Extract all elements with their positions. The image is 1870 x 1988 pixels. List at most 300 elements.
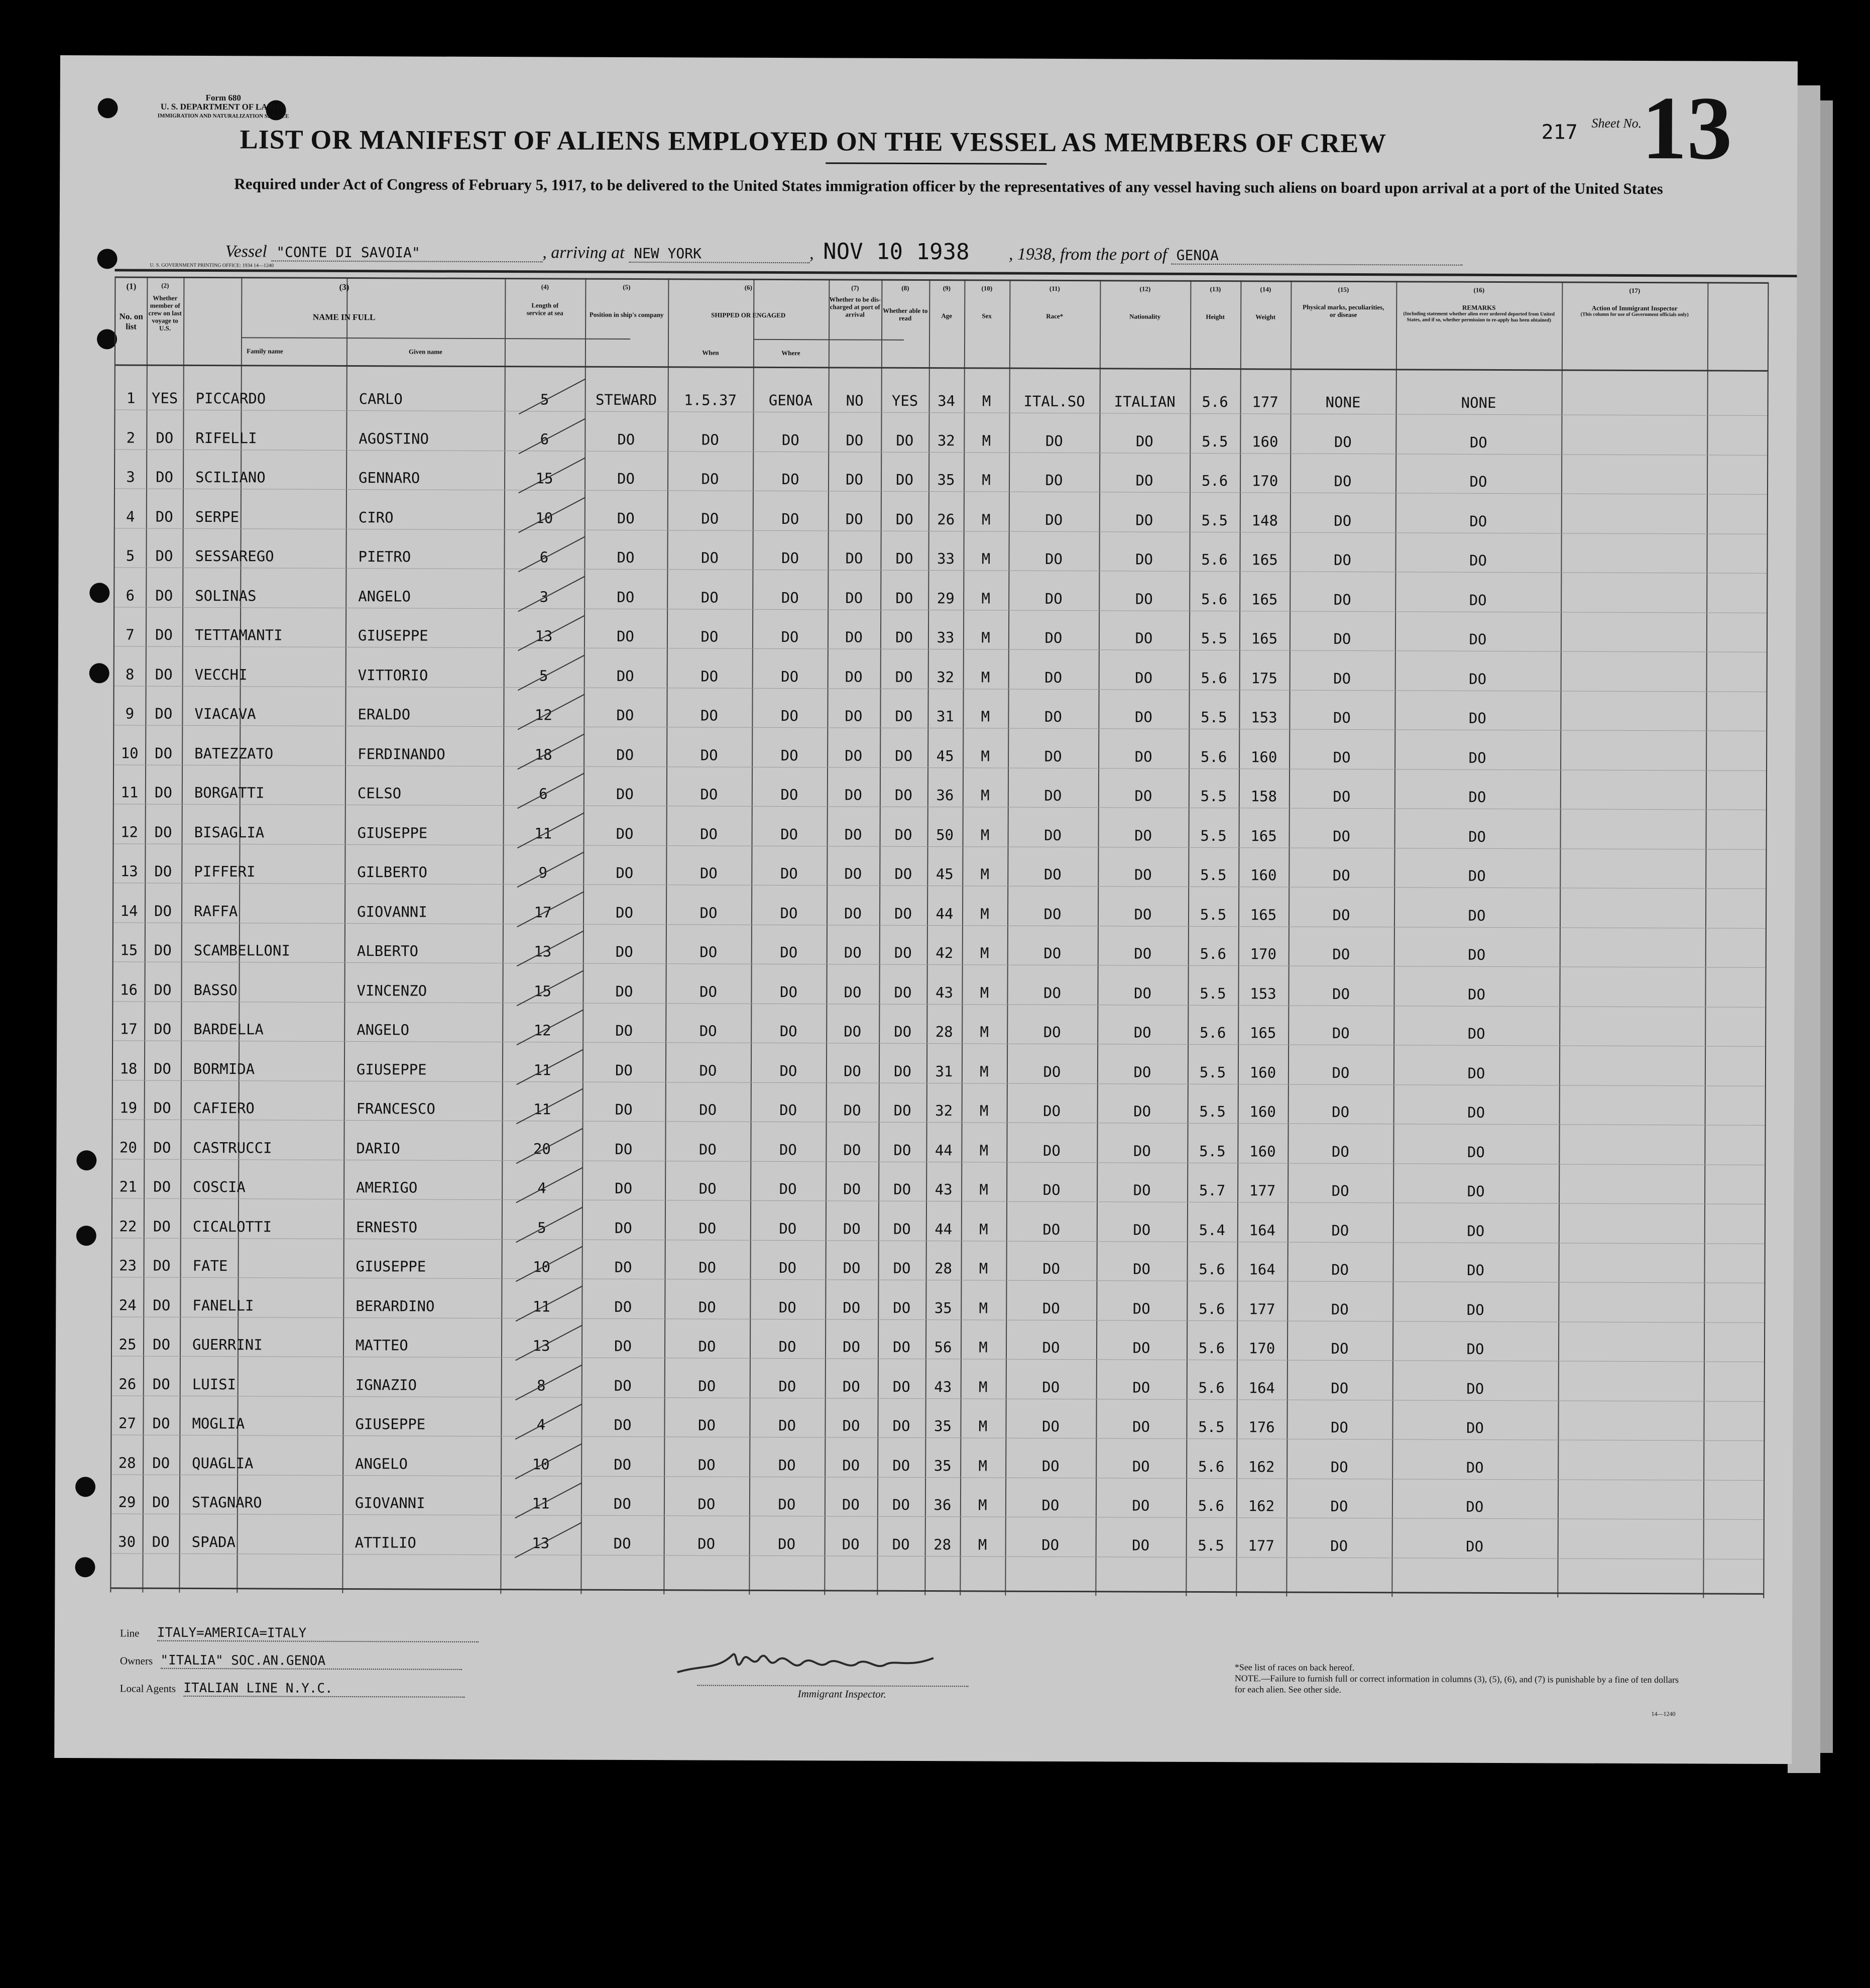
cell-service: 11 <box>534 824 552 842</box>
cell-no: 14 <box>120 902 138 920</box>
cell-weight: 160 <box>1252 432 1278 450</box>
cell-race: DO <box>1044 590 1063 607</box>
cell-where: DO <box>779 983 798 1001</box>
cell-when: DO <box>700 667 719 685</box>
cell-when: DO <box>697 1534 716 1553</box>
cell-height: 5.5 <box>1200 906 1227 923</box>
cell-remarks: DO <box>1467 1222 1485 1240</box>
cell-age: 56 <box>934 1339 952 1356</box>
col11-header: Race* <box>1046 312 1064 320</box>
cell-position: DO <box>616 627 634 645</box>
cell-nationality: DO <box>1132 1497 1150 1514</box>
cell-prev: DO <box>154 941 172 959</box>
cell-no: 15 <box>120 941 138 959</box>
cell-no: 20 <box>119 1138 137 1156</box>
cell-race: DO <box>1041 1457 1060 1475</box>
cell-marks: DO <box>1334 512 1352 529</box>
cell-sex: M <box>979 1339 988 1356</box>
cell-discharged: DO <box>845 668 863 686</box>
sheet-reference: 217 <box>1541 121 1578 144</box>
cell-given: MATTEO <box>355 1337 408 1354</box>
col6-number: (6) <box>744 283 752 291</box>
cell-read: DO <box>895 510 913 528</box>
cell-discharged: DO <box>845 628 863 646</box>
cell-where: DO <box>779 1141 797 1158</box>
cell-position: DO <box>617 548 635 566</box>
cell-discharged: DO <box>842 1535 860 1553</box>
cell-nationality: DO <box>1135 590 1153 608</box>
cell-age: 43 <box>935 983 954 1001</box>
cell-age: 36 <box>933 1496 952 1514</box>
cell-service: 11 <box>532 1297 550 1315</box>
cell-where: DO <box>778 1535 796 1553</box>
cell-discharged: DO <box>843 1101 861 1119</box>
footer-notes <box>1235 1662 1687 1696</box>
cell-when: DO <box>699 982 718 1001</box>
cell-height: 5.5 <box>1201 629 1228 647</box>
cell-position: DO <box>613 1495 631 1512</box>
cell-sex: M <box>979 1181 988 1198</box>
cell-given: ERALDO <box>358 706 411 723</box>
cell-family: BORGATTI <box>194 784 265 802</box>
cell-no: 19 <box>120 1099 138 1117</box>
cell-height: 5.6 <box>1201 472 1228 490</box>
cell-read: DO <box>895 628 913 646</box>
inspector-label: Immigrant Inspector. <box>797 1688 886 1700</box>
cell-read: DO <box>895 589 913 607</box>
cell-weight: 153 <box>1251 709 1277 726</box>
cell-discharged: DO <box>845 549 863 567</box>
cell-sex: M <box>981 550 991 568</box>
cell-height: 5.5 <box>1201 708 1227 726</box>
cell-where: DO <box>779 1180 797 1198</box>
cell-discharged: DO <box>842 1456 860 1474</box>
cell-marks: DO <box>1334 433 1352 451</box>
crew-table <box>110 276 1769 1598</box>
cell-sex: M <box>978 1417 988 1435</box>
col5-number: (5) <box>623 283 631 291</box>
cell-service: 13 <box>532 1337 550 1355</box>
cell-nationality: DO <box>1133 1221 1151 1239</box>
cell-service: 6 <box>540 430 549 448</box>
cell-marks: DO <box>1333 709 1351 726</box>
cell-read: DO <box>893 1180 911 1198</box>
col6-header: SHIPPED OR ENGAGED <box>711 311 786 319</box>
cell-remarks: DO <box>1466 1537 1484 1555</box>
cell-height: 5.5 <box>1200 787 1227 805</box>
cell-nationality: DO <box>1134 787 1152 805</box>
cell-when: DO <box>699 864 718 882</box>
cell-discharged: DO <box>844 904 862 922</box>
cell-sex: M <box>980 1023 989 1041</box>
cell-remarks: DO <box>1469 473 1487 490</box>
cell-nationality: DO <box>1135 550 1153 568</box>
punch-hole <box>75 1557 95 1577</box>
col13-number: (13) <box>1210 285 1221 293</box>
cell-sex: M <box>981 787 990 804</box>
cell-discharged: DO <box>843 1338 861 1356</box>
cell-height: 5.5 <box>1201 511 1228 529</box>
cell-race: DO <box>1043 865 1062 883</box>
cell-nationality: DO <box>1133 1181 1151 1199</box>
cell-discharged: DO <box>842 1377 860 1395</box>
cell-when: DO <box>700 825 718 843</box>
cell-when: DO <box>701 509 719 527</box>
cell-race: DO <box>1045 511 1063 528</box>
cell-when: DO <box>700 707 718 724</box>
cell-marks: DO <box>1332 1064 1350 1081</box>
cell-family: COSCIA <box>193 1178 246 1196</box>
sheet-label: Sheet No. <box>1591 116 1642 131</box>
cell-weight: 165 <box>1251 630 1278 647</box>
cell-family: BISAGLIA <box>194 823 265 841</box>
cell-given: IGNAZIO <box>355 1376 417 1393</box>
cell-race: DO <box>1041 1536 1060 1554</box>
cell-weight: 158 <box>1250 788 1277 805</box>
cell-remarks: DO <box>1466 1498 1484 1515</box>
cell-nationality: DO <box>1133 1260 1151 1278</box>
cell-family: VIACAVA <box>194 705 256 723</box>
cell-age: 45 <box>936 865 954 883</box>
cell-prev: DO <box>154 784 172 801</box>
cell-prev: DO <box>154 862 172 880</box>
cell-given: ERNESTO <box>356 1218 418 1236</box>
cell-marks: DO <box>1333 591 1351 608</box>
cell-age: 32 <box>937 431 955 449</box>
col17-note: (This column for use of Government officials only) <box>1580 311 1689 318</box>
cell-sex: M <box>981 589 991 607</box>
cell-nationality: DO <box>1134 945 1152 962</box>
cell-position: DO <box>616 825 634 842</box>
cell-prev: DO <box>155 666 173 683</box>
cell-no: 5 <box>126 547 135 565</box>
cell-height: 5.6 <box>1201 669 1227 687</box>
cell-when: DO <box>700 628 719 645</box>
cell-height: 5.5 <box>1198 1536 1224 1554</box>
cell-position: DO <box>617 588 635 606</box>
cell-nationality: DO <box>1135 669 1153 687</box>
cell-when: DO <box>699 904 718 922</box>
cell-discharged: DO <box>843 1220 861 1238</box>
cell-service: 10 <box>533 1258 551 1276</box>
cell-height: 5.6 <box>1201 590 1228 608</box>
cell-race: DO <box>1042 1260 1061 1277</box>
cell-when: DO <box>700 786 718 803</box>
cell-no: 25 <box>119 1336 137 1353</box>
cell-family: BARDELLA <box>193 1020 264 1038</box>
agents-value: ITALIAN LINE N.Y.C. <box>183 1681 464 1698</box>
cell-service: 20 <box>533 1140 551 1157</box>
cell-race: DO <box>1044 787 1062 804</box>
cell-discharged: DO <box>844 983 862 1001</box>
col2-header: Whether member of crew on last voyage to U.S. <box>148 294 182 332</box>
cell-marks: DO <box>1330 1458 1348 1476</box>
cell-prev: DO <box>152 1533 170 1551</box>
cell-where: DO <box>781 431 799 449</box>
col12-header: Nationality <box>1129 312 1161 320</box>
cell-when: DO <box>699 1061 717 1079</box>
cell-where: DO <box>778 1377 796 1395</box>
cell-given: ANGELO <box>355 1455 408 1472</box>
cell-race: DO <box>1042 1299 1060 1317</box>
cell-position: DO <box>615 1140 633 1158</box>
col4-number: (4) <box>541 283 549 291</box>
cell-service: 12 <box>533 1022 551 1039</box>
cell-remarks: DO <box>1467 1261 1485 1279</box>
cell-no: 4 <box>126 507 135 525</box>
cell-age: 35 <box>933 1457 952 1474</box>
cell-marks: DO <box>1331 1222 1349 1239</box>
cell-when: DO <box>700 549 719 567</box>
cell-no: 29 <box>118 1493 136 1511</box>
cell-no: 7 <box>126 626 135 643</box>
cell-discharged: DO <box>845 589 863 607</box>
cell-no: 11 <box>121 784 139 801</box>
cell-remarks: DO <box>1468 907 1486 924</box>
cell-service: 6 <box>539 785 548 803</box>
cell-read: DO <box>894 786 912 804</box>
cell-no: 27 <box>118 1414 137 1432</box>
punch-hole <box>89 583 109 603</box>
cell-service: 6 <box>539 548 549 566</box>
cell-remarks: DO <box>1469 551 1487 569</box>
cell-discharged: NO <box>846 392 864 409</box>
cell-nationality: DO <box>1133 1024 1151 1041</box>
cell-service: 10 <box>535 509 553 526</box>
cell-height: 5.6 <box>1198 1458 1225 1475</box>
footer-owners-row <box>120 1652 462 1670</box>
cell-weight: 160 <box>1250 866 1277 884</box>
cell-age: 44 <box>936 905 954 922</box>
cell-position: DO <box>617 470 635 487</box>
cell-prev: DO <box>152 1454 170 1472</box>
cell-read: DO <box>892 1535 910 1553</box>
cell-discharged: DO <box>845 746 863 764</box>
col12-number: (12) <box>1139 285 1151 293</box>
penalty-note: NOTE.—Failure to furnish full or correct information in columns (3), (5), (6), and (7) is punishable by a fine of ten dollars for each alien. See other side. <box>1234 1673 1679 1695</box>
col16-note: (Including statement whether alien ever ordered deported from United States, and if so, whether permission to re-apply has been obtained) <box>1403 311 1555 323</box>
cell-given: GENNARO <box>359 469 420 487</box>
cell-discharged: DO <box>843 1141 861 1159</box>
cell-height: 5.6 <box>1198 1497 1225 1515</box>
cell-age: 35 <box>934 1299 952 1316</box>
cell-age: 32 <box>937 668 955 686</box>
col16-header: REMARKS <box>1462 303 1496 311</box>
cell-when: DO <box>698 1298 716 1316</box>
cell-discharged: DO <box>844 944 862 961</box>
cell-marks: DO <box>1332 1103 1350 1121</box>
cell-given: ANGELO <box>358 587 411 605</box>
cell-no: 17 <box>120 1020 138 1038</box>
cell-family: SERPE <box>195 508 240 525</box>
cell-nationality: DO <box>1132 1457 1150 1475</box>
cell-height: 5.6 <box>1198 1339 1225 1357</box>
cell-discharged: DO <box>843 1062 861 1080</box>
cell-marks: DO <box>1333 551 1352 569</box>
cell-remarks: DO <box>1467 1025 1485 1042</box>
cell-where: DO <box>781 589 799 606</box>
cell-weight: 165 <box>1251 551 1278 569</box>
cell-weight: 164 <box>1248 1379 1275 1396</box>
shipped-when-header: When <box>702 349 719 357</box>
cell-marks: DO <box>1331 1261 1349 1278</box>
cell-weight: 164 <box>1249 1261 1275 1278</box>
cell-race: DO <box>1043 984 1062 1002</box>
col10-header: Sex <box>982 312 992 320</box>
cell-no: 22 <box>119 1217 137 1235</box>
cell-sex: M <box>978 1378 988 1395</box>
cell-when: DO <box>698 1259 717 1276</box>
cell-sex: M <box>980 1062 989 1080</box>
cell-nationality: DO <box>1135 629 1153 647</box>
cell-given: VINCENZO <box>357 981 427 1000</box>
cell-sex: M <box>982 471 991 489</box>
cell-weight: 165 <box>1250 906 1277 923</box>
cell-weight: 175 <box>1251 669 1277 687</box>
cell-height: 5.6 <box>1199 1024 1226 1042</box>
cell-service: 12 <box>534 706 552 724</box>
cell-family: PICCARDO <box>195 389 266 407</box>
cell-age: 36 <box>936 787 954 804</box>
cell-sex: M <box>981 708 990 725</box>
cell-when: DO <box>698 1180 717 1197</box>
cell-weight: 160 <box>1249 1063 1276 1081</box>
col13-header: Height <box>1206 312 1225 321</box>
col5-header: Position in ship's company <box>589 310 664 319</box>
manifest-sheet <box>54 55 1798 1764</box>
cell-when: DO <box>698 1140 717 1158</box>
cell-discharged: DO <box>845 707 863 725</box>
cell-family: BORMIDA <box>193 1060 255 1077</box>
cell-position: DO <box>616 667 634 685</box>
cell-discharged: DO <box>843 1259 861 1277</box>
cell-no: 3 <box>126 468 135 486</box>
cell-read: DO <box>896 471 914 488</box>
cell-remarks: DO <box>1467 1103 1485 1121</box>
col3-header: NAME IN FULL <box>312 312 376 322</box>
cell-read: DO <box>892 1496 910 1513</box>
cell-prev: DO <box>155 587 173 604</box>
title-underline <box>826 162 1046 165</box>
cell-no: 16 <box>120 980 138 999</box>
cell-nationality: DO <box>1134 747 1152 765</box>
cell-read: DO <box>893 1338 911 1356</box>
cell-no: 28 <box>118 1454 136 1472</box>
cell-given: DARIO <box>356 1139 400 1157</box>
cell-marks: DO <box>1331 1379 1349 1397</box>
cell-service: 13 <box>534 943 552 960</box>
cell-position: DO <box>615 1061 633 1079</box>
cell-remarks: DO <box>1468 788 1486 806</box>
cell-family: SPADA <box>191 1533 236 1551</box>
punch-hole <box>89 663 109 683</box>
cell-read: DO <box>893 1141 911 1159</box>
cell-service: 13 <box>532 1534 550 1552</box>
cell-remarks: NONE <box>1461 394 1496 411</box>
cell-height: 5.6 <box>1199 1260 1225 1278</box>
cell-weight: 176 <box>1248 1418 1275 1436</box>
cell-where: DO <box>780 865 798 882</box>
cell-race: DO <box>1042 1142 1061 1159</box>
col15-number: (15) <box>1338 285 1349 293</box>
col15-header: Physical marks, peculiarities, or disease <box>1302 303 1384 319</box>
cell-weight: 170 <box>1248 1340 1275 1357</box>
vessel-line: Vessel "CONTE DI SAVOIA" , arriving at NEW YORK , NOV 10 1938 , 1938, from the port of GENOA <box>225 237 1732 267</box>
cell-position: DO <box>615 982 633 1000</box>
cell-marks: NONE <box>1325 393 1361 411</box>
cell-read: DO <box>892 1378 910 1395</box>
cell-remarks: DO <box>1466 1380 1484 1397</box>
cell-read: DO <box>894 983 912 1001</box>
cell-nationality: DO <box>1133 984 1152 1002</box>
cell-height: 5.6 <box>1201 550 1228 569</box>
cell-age: 34 <box>938 392 956 410</box>
cell-marks: DO <box>1332 1024 1350 1042</box>
cell-given: CARLO <box>359 390 403 408</box>
cell-service: 5 <box>537 1219 546 1236</box>
cell-when: DO <box>697 1416 716 1434</box>
cell-position: DO <box>617 509 635 527</box>
cell-where: DO <box>780 746 798 764</box>
col8-header: Whether able to read <box>883 306 928 322</box>
cell-prev: DO <box>153 1296 171 1314</box>
cell-when: DO <box>697 1456 716 1474</box>
cell-family: MOGLIA <box>192 1414 245 1432</box>
col1-header: No. on list <box>119 311 143 332</box>
cell-prev: DO <box>154 823 172 841</box>
col16-number: (16) <box>1473 286 1485 294</box>
cell-remarks: DO <box>1466 1301 1484 1318</box>
cell-read: DO <box>896 431 914 449</box>
cell-weight: 177 <box>1248 1536 1274 1554</box>
from-label: , from the port of <box>1051 245 1167 264</box>
cell-given: FERDINANDO <box>358 745 445 763</box>
cell-sex: M <box>980 983 989 1001</box>
cell-height: 5.6 <box>1202 393 1228 411</box>
cell-read: DO <box>893 1062 911 1080</box>
cell-weight: 165 <box>1251 590 1278 608</box>
cell-prev: DO <box>153 1099 171 1117</box>
cell-no: 21 <box>119 1178 137 1195</box>
cell-weight: 162 <box>1248 1497 1275 1515</box>
cell-weight: 160 <box>1250 748 1277 765</box>
cell-age: 29 <box>937 589 955 607</box>
cell-where: GENOA <box>768 391 813 409</box>
cell-read: DO <box>893 1101 911 1119</box>
cell-age: 45 <box>936 747 954 764</box>
cell-race: DO <box>1044 669 1063 686</box>
cell-family: SCILIANO <box>195 468 266 486</box>
cell-race: DO <box>1042 1221 1061 1238</box>
cell-sex: M <box>979 1260 988 1277</box>
cell-prev: DO <box>153 1218 171 1235</box>
cell-position: DO <box>613 1534 631 1552</box>
cell-weight: 177 <box>1249 1300 1275 1317</box>
col9-number: (9) <box>943 284 951 292</box>
line-value: ITALY=AMERICA=ITALY <box>157 1625 479 1642</box>
cell-discharged: DO <box>844 865 862 882</box>
cell-race: DO <box>1043 1102 1061 1120</box>
cell-sex: M <box>981 668 990 686</box>
cell-no: 12 <box>121 823 139 841</box>
cell-when: DO <box>698 1377 716 1395</box>
cell-remarks: DO <box>1467 1143 1485 1161</box>
cell-service: 4 <box>537 1179 546 1197</box>
cell-position: DO <box>614 1258 632 1276</box>
cell-height: 5.5 <box>1199 1142 1226 1160</box>
cell-marks: DO <box>1331 1143 1349 1160</box>
cell-given: AMERIGO <box>356 1179 418 1196</box>
